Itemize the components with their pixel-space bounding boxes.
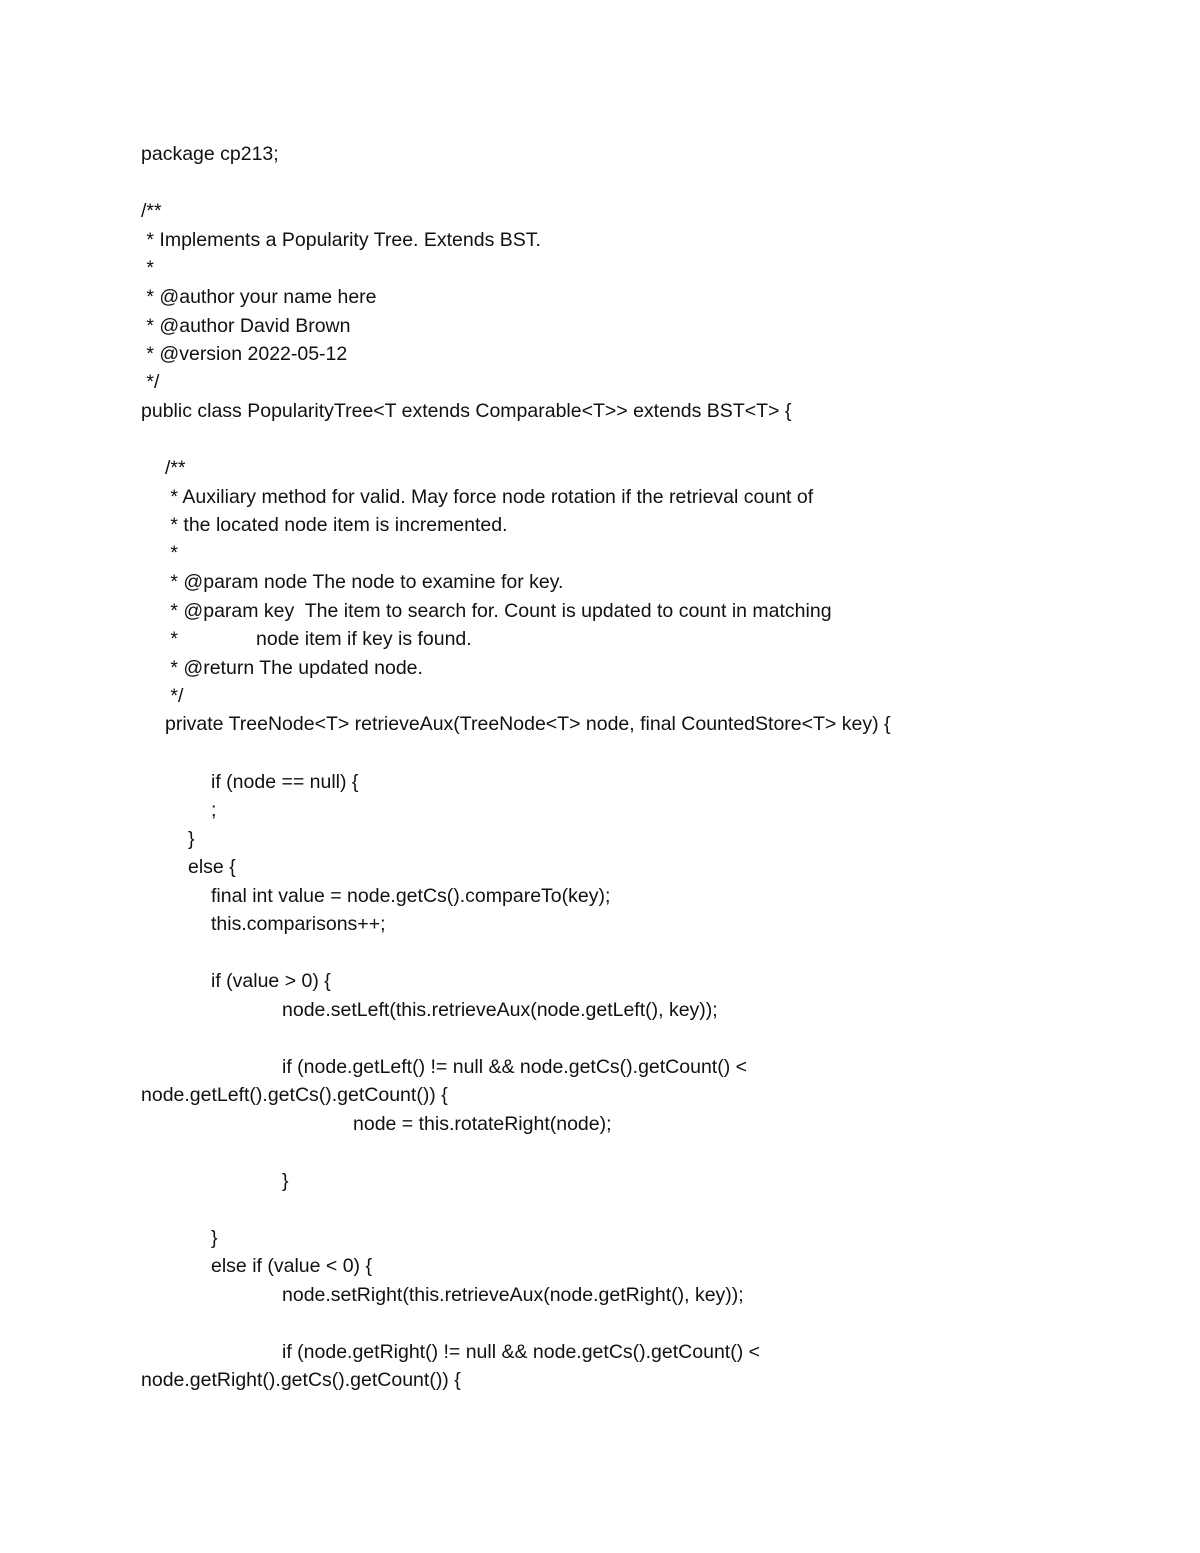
code-line: * @author your name here bbox=[141, 286, 377, 308]
code-line: * bbox=[165, 628, 179, 650]
code-line: node.setRight(this.retrieveAux(node.getRight(), key)); bbox=[282, 1284, 744, 1306]
code-line: * @param key The item to search for. Count is updated to count in matching bbox=[165, 600, 832, 622]
code-line: * bbox=[165, 542, 179, 564]
code-line: /** bbox=[141, 200, 162, 222]
code-line: */ bbox=[141, 371, 160, 393]
code-line: node.getLeft().getCs().getCount()) { bbox=[141, 1084, 448, 1106]
code-line: public class PopularityTree<T extends Comparable<T>> extends BST<T> { bbox=[141, 400, 792, 422]
code-line: else if (value < 0) { bbox=[211, 1255, 372, 1277]
code-line: * @author David Brown bbox=[141, 315, 351, 337]
code-line: if (node == null) { bbox=[211, 771, 359, 793]
code-line: } bbox=[282, 1170, 289, 1192]
code-line: * @version 2022-05-12 bbox=[141, 343, 348, 365]
code-line: final int value = node.getCs().compareTo(key); bbox=[211, 885, 611, 907]
code-line: if (node.getRight() != null && node.getCs().getCount() < bbox=[282, 1341, 760, 1363]
code-line: */ bbox=[165, 685, 184, 707]
code-line: } bbox=[211, 1227, 218, 1249]
code-line: * Auxiliary method for valid. May force node rotation if the retrieval count of bbox=[165, 486, 814, 508]
code-line: if (node.getLeft() != null && node.getCs().getCount() < bbox=[282, 1056, 748, 1078]
code-line: node = this.rotateRight(node); bbox=[353, 1113, 612, 1135]
code-line: ; bbox=[211, 799, 217, 821]
code-line: this.comparisons++; bbox=[211, 913, 386, 935]
code-line: * @return The updated node. bbox=[165, 657, 423, 679]
code-line: node.getRight().getCs().getCount()) { bbox=[141, 1369, 461, 1391]
code-line: * Implements a Popularity Tree. Extends BST. bbox=[141, 229, 541, 251]
code-line: * the located node item is incremented. bbox=[165, 514, 508, 536]
code-line: } bbox=[188, 828, 195, 850]
code-line: node.setLeft(this.retrieveAux(node.getLeft(), key)); bbox=[282, 999, 718, 1021]
code-line: * bbox=[141, 257, 155, 279]
code-line: /** bbox=[165, 457, 186, 479]
code-line: * @param node The node to examine for key. bbox=[165, 571, 564, 593]
code-line: if (value > 0) { bbox=[211, 970, 331, 992]
code-line: package cp213; bbox=[141, 143, 279, 165]
code-line: node item if key is found. bbox=[256, 628, 472, 650]
code-line: private TreeNode<T> retrieveAux(TreeNode<T> node, final CountedStore<T> key) { bbox=[165, 713, 891, 735]
code-line: else { bbox=[188, 856, 236, 878]
